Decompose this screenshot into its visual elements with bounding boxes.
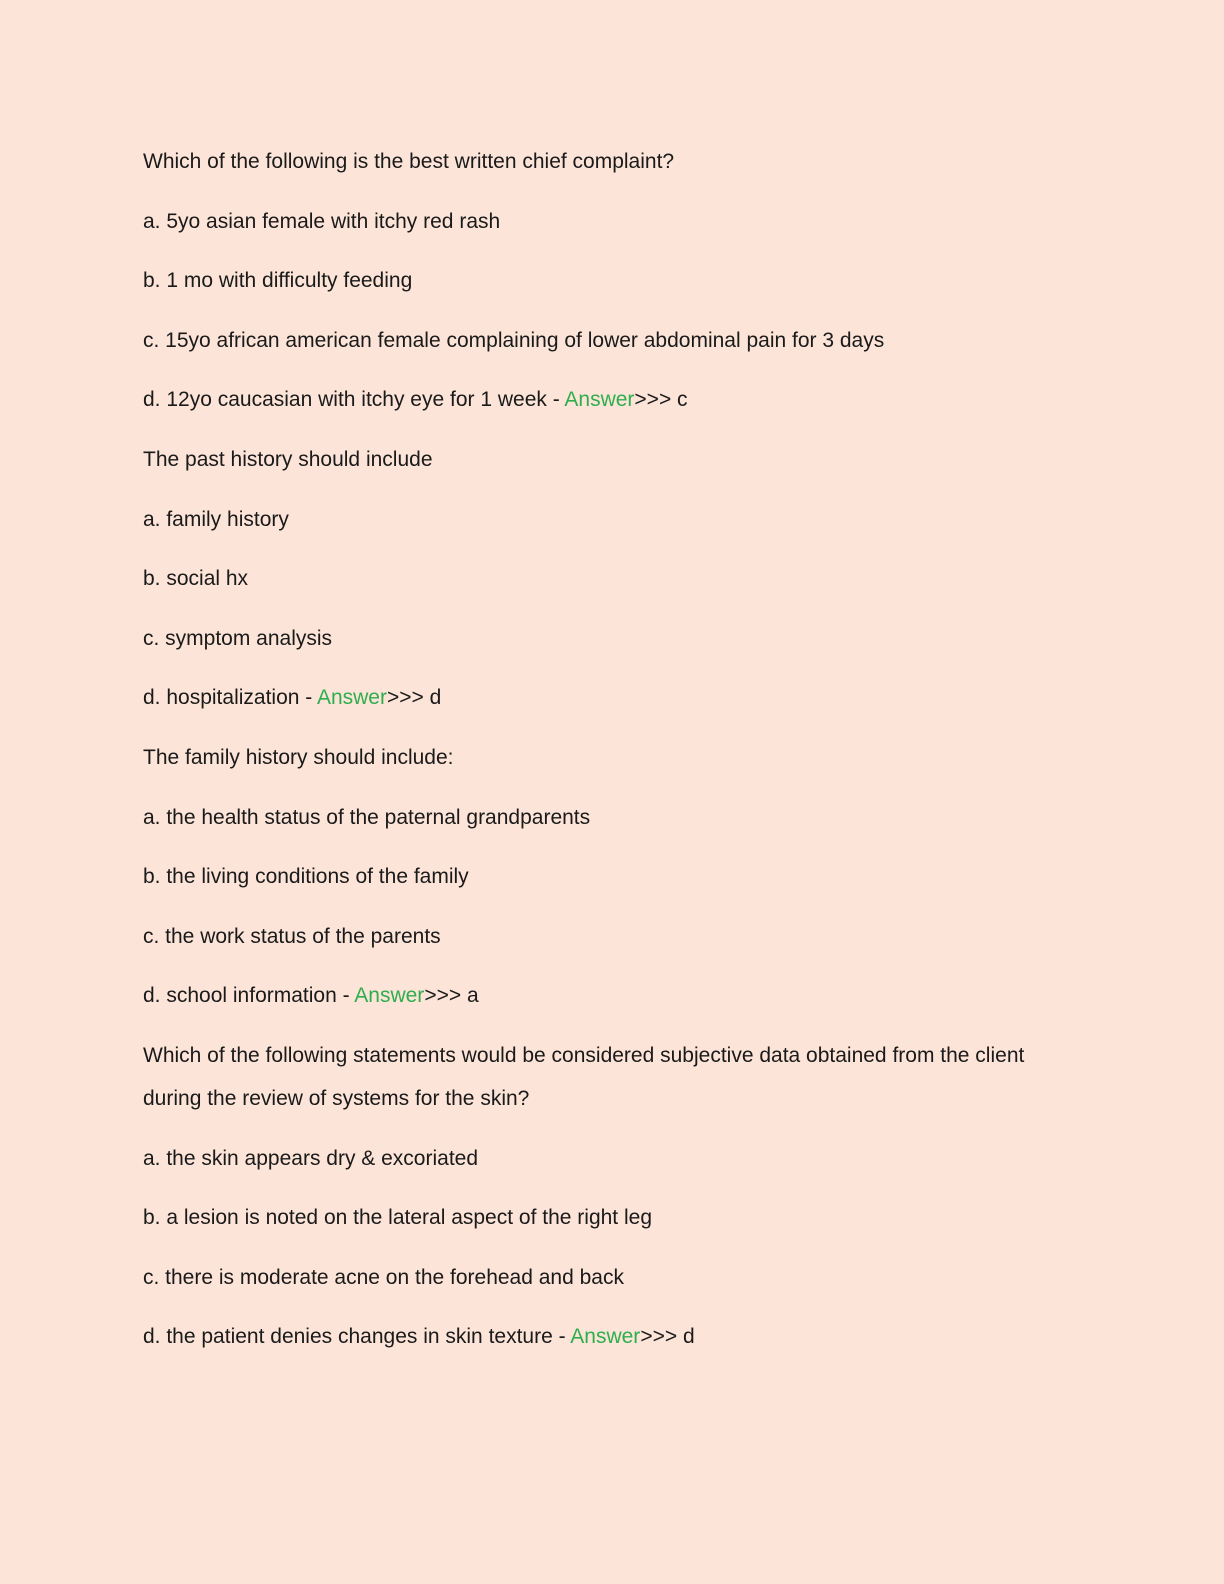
question-block: [143, 1034, 1083, 1358]
option-d: [143, 974, 1083, 1017]
option-b: b. social hx: [143, 567, 249, 591]
option-c: c. 15yo african american female complaining of lower abdominal pain for 3 days: [143, 328, 885, 352]
question-stem: The past history should include: [143, 447, 433, 471]
option-d-text: d. school information -: [143, 984, 355, 1008]
document-body: [143, 140, 1083, 1375]
option-a: a. 5yo asian female with itchy red rash: [143, 209, 501, 233]
question-stem: Which of the following statements would be considered subjective data obtained from the client during the review of systems for the skin?: [143, 1043, 1025, 1110]
option-b: b. the living conditions of the family: [143, 865, 469, 889]
option-c: c. the work status of the parents: [143, 924, 441, 948]
option-d: [143, 676, 1083, 719]
question-block: [143, 736, 1083, 1017]
answer-value: >>> c: [634, 388, 688, 412]
option-a: a. the skin appears dry & excoriated: [143, 1146, 479, 1170]
option-a: a. family history: [143, 507, 289, 531]
option-c: c. there is moderate acne on the forehead and back: [143, 1265, 624, 1289]
question-stem: Which of the following is the best written chief complaint?: [143, 150, 675, 173]
option-b: b. a lesion is noted on the lateral aspect of the right leg: [143, 1206, 652, 1230]
answer-value: >>> d: [386, 686, 442, 710]
option-a: a. the health status of the paternal grandparents: [143, 805, 591, 829]
answer-label: Answer: [564, 388, 635, 412]
option-d: [143, 378, 1083, 421]
answer-label: Answer: [354, 984, 425, 1008]
answer-label: Answer: [316, 686, 387, 710]
option-c: c. symptom analysis: [143, 626, 333, 650]
option-b: b. 1 mo with difficulty feeding: [143, 269, 413, 293]
answer-value: >>> d: [640, 1325, 695, 1349]
option-d-text: d. the patient denies changes in skin texture -: [143, 1325, 571, 1349]
question-block: [143, 140, 1083, 421]
question-block: [143, 438, 1083, 719]
answer-value: >>> a: [424, 984, 479, 1008]
question-stem: The family history should include:: [143, 745, 454, 769]
option-d-text: d. hospitalization -: [143, 686, 317, 710]
option-d-text: d. 12yo caucasian with itchy eye for 1 week -: [143, 388, 565, 412]
answer-label: Answer: [570, 1325, 641, 1349]
option-d: [143, 1315, 1083, 1358]
